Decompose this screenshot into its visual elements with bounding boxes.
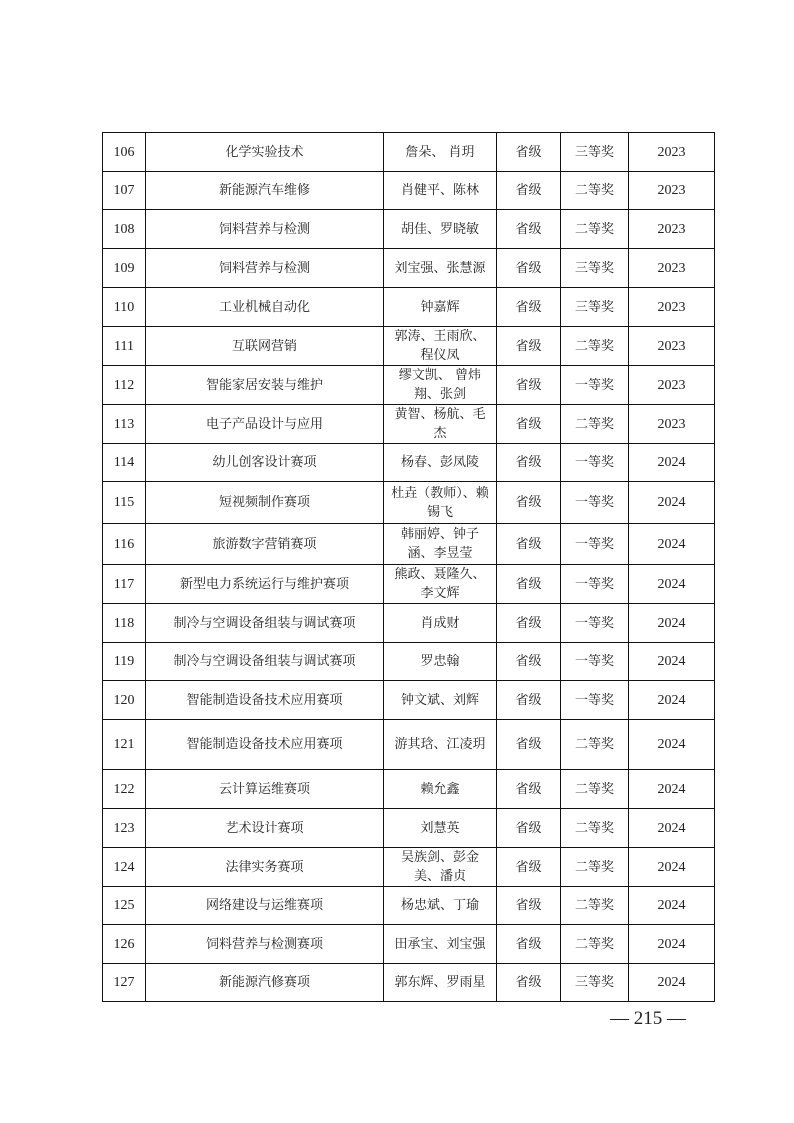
event-name: 智能制造设备技术应用赛项 [146, 720, 384, 770]
table-row [103, 210, 715, 249]
award-grade: 一等奖 [561, 524, 629, 565]
event-name: 法律实务赛项 [146, 848, 384, 887]
award-grade: 一等奖 [561, 565, 629, 604]
table-row [103, 848, 715, 887]
event-name: 互联网营销 [146, 327, 384, 366]
event-name: 电子产品设计与应用 [146, 405, 384, 444]
participant-names: 钟文斌、刘辉 [384, 681, 497, 720]
participant-names: 黄智、杨航、毛杰 [384, 405, 497, 444]
table-row [103, 133, 715, 172]
table-row [103, 925, 715, 964]
row-number: 119 [103, 643, 146, 681]
table-row [103, 770, 715, 809]
award-grade: 一等奖 [561, 366, 629, 405]
row-number: 116 [103, 524, 146, 565]
row-number: 107 [103, 172, 146, 210]
award-year: 2023 [629, 133, 715, 172]
event-name: 新能源汽修赛项 [146, 964, 384, 1002]
award-year: 2023 [629, 249, 715, 288]
awards-table [102, 132, 715, 1002]
event-name: 短视频制作赛项 [146, 482, 384, 524]
award-level: 省级 [497, 524, 561, 565]
award-grade: 二等奖 [561, 848, 629, 887]
table-row [103, 405, 715, 444]
award-level: 省级 [497, 964, 561, 1002]
award-level: 省级 [497, 720, 561, 770]
page-number: — 215 — [610, 1008, 686, 1029]
participant-names: 杨春、彭凤陵 [384, 444, 497, 482]
award-grade: 二等奖 [561, 720, 629, 770]
award-level: 省级 [497, 887, 561, 925]
award-year: 2023 [629, 210, 715, 249]
award-grade: 二等奖 [561, 887, 629, 925]
award-year: 2024 [629, 770, 715, 809]
event-name: 云计算运维赛项 [146, 770, 384, 809]
participant-names: 胡佳、罗晓敏 [384, 210, 497, 249]
award-level: 省级 [497, 366, 561, 405]
table-row [103, 249, 715, 288]
event-name: 饲料营养与检测 [146, 210, 384, 249]
award-level: 省级 [497, 172, 561, 210]
award-level: 省级 [497, 809, 561, 848]
award-level: 省级 [497, 405, 561, 444]
row-number: 120 [103, 681, 146, 720]
row-number: 118 [103, 604, 146, 643]
award-grade: 二等奖 [561, 172, 629, 210]
table-row [103, 964, 715, 1002]
table-row [103, 444, 715, 482]
award-grade: 三等奖 [561, 288, 629, 327]
event-name: 新能源汽车维修 [146, 172, 384, 210]
table-row [103, 604, 715, 643]
award-year: 2023 [629, 327, 715, 366]
participant-names: 刘宝强、张慧源 [384, 249, 497, 288]
event-name: 工业机械自动化 [146, 288, 384, 327]
participant-names: 缪文凯、 曾炜翔、张剑 [384, 366, 497, 405]
award-year: 2023 [629, 366, 715, 405]
award-grade: 一等奖 [561, 681, 629, 720]
award-level: 省级 [497, 249, 561, 288]
event-name: 网络建设与运维赛项 [146, 887, 384, 925]
table-row [103, 172, 715, 210]
award-grade: 二等奖 [561, 809, 629, 848]
event-name: 艺术设计赛项 [146, 809, 384, 848]
participant-names: 杨忠斌、丁瑜 [384, 887, 497, 925]
participant-names: 游其琀、江凌玥 [384, 720, 497, 770]
table-row [103, 720, 715, 770]
event-name: 制冷与空调设备组装与调试赛项 [146, 604, 384, 643]
participant-names: 刘慧英 [384, 809, 497, 848]
award-grade: 一等奖 [561, 643, 629, 681]
participant-names: 杜垚（教师）、赖锡飞 [384, 482, 497, 524]
table-row [103, 288, 715, 327]
participant-names: 熊政、聂隆久、李文辉 [384, 565, 497, 604]
event-name: 饲料营养与检测赛项 [146, 925, 384, 964]
row-number: 125 [103, 887, 146, 925]
award-grade: 三等奖 [561, 249, 629, 288]
event-name: 幼儿创客设计赛项 [146, 444, 384, 482]
event-name: 智能制造设备技术应用赛项 [146, 681, 384, 720]
row-number: 110 [103, 288, 146, 327]
award-level: 省级 [497, 327, 561, 366]
table-row [103, 482, 715, 524]
award-level: 省级 [497, 565, 561, 604]
row-number: 112 [103, 366, 146, 405]
table-row [103, 565, 715, 604]
row-number: 113 [103, 405, 146, 444]
award-grade: 一等奖 [561, 604, 629, 643]
award-year: 2024 [629, 643, 715, 681]
table-row [103, 524, 715, 565]
table-row [103, 643, 715, 681]
row-number: 115 [103, 482, 146, 524]
award-grade: 二等奖 [561, 405, 629, 444]
row-number: 109 [103, 249, 146, 288]
award-year: 2024 [629, 565, 715, 604]
award-year: 2023 [629, 405, 715, 444]
event-name: 智能家居安装与维护 [146, 366, 384, 405]
award-year: 2024 [629, 848, 715, 887]
award-year: 2024 [629, 604, 715, 643]
award-level: 省级 [497, 848, 561, 887]
row-number: 106 [103, 133, 146, 172]
table-row [103, 327, 715, 366]
row-number: 121 [103, 720, 146, 770]
award-level: 省级 [497, 210, 561, 249]
award-level: 省级 [497, 643, 561, 681]
participant-names: 钟嘉辉 [384, 288, 497, 327]
participant-names: 郭涛、王雨欣、程仪凤 [384, 327, 497, 366]
participant-names: 肖成财 [384, 604, 497, 643]
award-year: 2024 [629, 720, 715, 770]
row-number: 117 [103, 565, 146, 604]
award-grade: 二等奖 [561, 770, 629, 809]
participant-names: 詹朵、 肖玥 [384, 133, 497, 172]
award-grade: 三等奖 [561, 133, 629, 172]
event-name: 制冷与空调设备组装与调试赛项 [146, 643, 384, 681]
award-grade: 二等奖 [561, 327, 629, 366]
award-grade: 二等奖 [561, 210, 629, 249]
award-level: 省级 [497, 133, 561, 172]
event-name: 饲料营养与检测 [146, 249, 384, 288]
participant-names: 吴族剑、彭金美、潘贞 [384, 848, 497, 887]
event-name: 旅游数字营销赛项 [146, 524, 384, 565]
participant-names: 韩丽婷、钟子涵、李昱莹 [384, 524, 497, 565]
row-number: 108 [103, 210, 146, 249]
award-year: 2024 [629, 524, 715, 565]
table-row [103, 681, 715, 720]
table-row [103, 887, 715, 925]
award-level: 省级 [497, 444, 561, 482]
award-year: 2024 [629, 887, 715, 925]
row-number: 114 [103, 444, 146, 482]
award-level: 省级 [497, 482, 561, 524]
award-year: 2023 [629, 172, 715, 210]
row-number: 123 [103, 809, 146, 848]
award-level: 省级 [497, 925, 561, 964]
award-grade: 三等奖 [561, 964, 629, 1002]
event-name: 化学实验技术 [146, 133, 384, 172]
award-level: 省级 [497, 770, 561, 809]
award-grade: 二等奖 [561, 925, 629, 964]
participant-names: 肖健平、陈林 [384, 172, 497, 210]
award-year: 2024 [629, 964, 715, 1002]
row-number: 126 [103, 925, 146, 964]
award-level: 省级 [497, 604, 561, 643]
participant-names: 田承宝、刘宝强 [384, 925, 497, 964]
row-number: 127 [103, 964, 146, 1002]
row-number: 111 [103, 327, 146, 366]
award-grade: 一等奖 [561, 482, 629, 524]
award-year: 2024 [629, 681, 715, 720]
award-year: 2024 [629, 482, 715, 524]
table-row [103, 366, 715, 405]
award-year: 2024 [629, 444, 715, 482]
award-year: 2023 [629, 288, 715, 327]
award-year: 2024 [629, 925, 715, 964]
award-year: 2024 [629, 809, 715, 848]
event-name: 新型电力系统运行与维护赛项 [146, 565, 384, 604]
award-level: 省级 [497, 681, 561, 720]
participant-names: 郭东辉、罗雨星 [384, 964, 497, 1002]
participant-names: 赖允鑫 [384, 770, 497, 809]
row-number: 124 [103, 848, 146, 887]
award-grade: 一等奖 [561, 444, 629, 482]
row-number: 122 [103, 770, 146, 809]
table-row [103, 809, 715, 848]
award-level: 省级 [497, 288, 561, 327]
participant-names: 罗忠翰 [384, 643, 497, 681]
